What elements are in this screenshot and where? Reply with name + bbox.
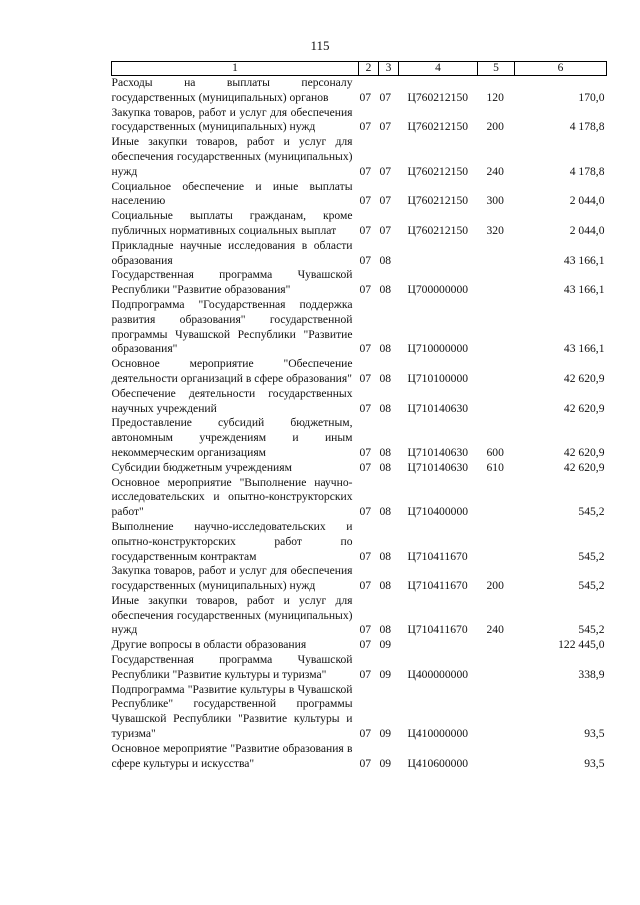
row-target-code: Ц710411670 <box>407 579 468 593</box>
row-section: 07 <box>359 283 372 297</box>
row-name: Государственная программа Чувашской Республики "Развитие образования" <box>111 268 353 297</box>
row-expense-type <box>478 520 515 564</box>
row-expense-type <box>478 357 515 387</box>
table-row <box>112 564 607 594</box>
row-section: 07 <box>359 371 372 385</box>
row-name: Другие вопросы в области образования <box>111 638 307 652</box>
row-target-code: Ц710400000 <box>407 505 469 519</box>
row-subsection: 08 <box>379 445 392 459</box>
row-expense-type: 240 <box>486 623 504 637</box>
row-target-code: Ц710411670 <box>407 549 468 563</box>
row-target-code: Ц760212150 <box>407 90 469 104</box>
row-section: 07 <box>359 460 372 474</box>
row-target-code: Ц760212150 <box>407 194 469 208</box>
row-expense-type <box>478 387 515 417</box>
row-target-code: Ц710411670 <box>407 623 468 637</box>
row-target-code: Ц700000000 <box>407 283 469 297</box>
table-row <box>112 239 607 269</box>
row-amount: 122 445,0 <box>558 638 605 652</box>
table-row <box>112 357 607 387</box>
row-expense-type: 120 <box>486 90 504 104</box>
row-subsection: 08 <box>379 342 392 356</box>
table-row <box>112 416 607 460</box>
row-expense-type <box>478 742 515 772</box>
table-row <box>112 209 607 239</box>
row-amount: 545,2 <box>578 505 605 519</box>
row-name: Иные закупки товаров, работ и услуг для обеспечения государственных (муниципальных) нужд <box>111 593 353 637</box>
row-name: Прикладные научные исследования в области образования <box>111 238 353 267</box>
row-amount: 2 044,0 <box>569 194 605 208</box>
row-target-code <box>399 239 478 269</box>
budget-table <box>111 61 607 771</box>
table-row <box>112 461 607 476</box>
table-header <box>112 62 607 76</box>
row-subsection: 07 <box>379 223 392 237</box>
page-number: 115 <box>310 38 330 53</box>
table-row <box>112 76 607 106</box>
row-subsection: 07 <box>379 120 392 134</box>
row-section: 07 <box>359 164 372 178</box>
table-row <box>112 180 607 210</box>
row-amount: 93,5 <box>584 756 605 770</box>
row-amount: 42 620,9 <box>563 460 605 474</box>
row-subsection: 07 <box>379 194 392 208</box>
row-expense-type: 320 <box>486 223 504 237</box>
row-expense-type: 600 <box>486 445 504 459</box>
row-name: Иные закупки товаров, работ и услуг для обеспечения государственных (муниципальных) нужд <box>111 135 353 178</box>
row-subsection: 07 <box>379 164 392 178</box>
row-name: Основное мероприятие "Выполнение научно-исследовательских и опытно-конструкторских работ" <box>111 475 353 519</box>
row-expense-type <box>478 638 515 653</box>
row-expense-type: 240 <box>486 164 504 178</box>
row-section: 07 <box>359 549 372 563</box>
row-name: Субсидии бюджетным учреждениям <box>111 460 292 474</box>
row-expense-type: 610 <box>486 460 504 474</box>
row-target-code: Ц710140630 <box>407 460 469 474</box>
row-amount: 338,9 <box>578 667 605 681</box>
header-col-3: 3 <box>379 62 399 76</box>
row-section: 07 <box>359 579 372 593</box>
row-subsection: 08 <box>379 505 392 519</box>
row-subsection: 09 <box>379 756 392 770</box>
table-row <box>112 653 607 683</box>
row-subsection: 08 <box>379 253 392 267</box>
row-amount: 43 166,1 <box>563 253 605 267</box>
row-section: 07 <box>359 194 372 208</box>
row-expense-type <box>478 476 515 520</box>
row-subsection: 07 <box>379 90 392 104</box>
header-col-1: 1 <box>112 62 359 76</box>
table-row <box>112 298 607 357</box>
row-expense-type: 300 <box>486 194 504 208</box>
row-amount: 545,2 <box>578 549 605 563</box>
table-row <box>112 106 607 136</box>
table-row <box>112 520 607 564</box>
row-section: 07 <box>359 342 372 356</box>
row-section: 07 <box>359 667 372 681</box>
header-col-4: 4 <box>399 62 478 76</box>
row-target-code: Ц710140630 <box>407 401 469 415</box>
row-name: Основное мероприятие "Обеспечение деятельности организаций в сфере образования" <box>111 357 353 385</box>
row-name: Расходы на выплаты персоналу государственных (муниципальных) органов <box>111 76 353 104</box>
row-expense-type <box>478 683 515 742</box>
row-subsection: 08 <box>379 623 392 637</box>
row-amount: 42 620,9 <box>563 401 605 415</box>
row-expense-type <box>478 653 515 683</box>
header-col-2: 2 <box>359 62 379 76</box>
row-section: 07 <box>359 638 372 652</box>
row-expense-type <box>478 239 515 269</box>
row-target-code <box>399 638 478 653</box>
row-target-code: Ц710000000 <box>407 342 469 356</box>
row-name: Государственная программа Чувашской Республики "Развитие культуры и туризма" <box>111 653 353 681</box>
row-name: Закупка товаров, работ и услуг для обеспечения государственных (муниципальных) нужд <box>111 105 353 134</box>
row-subsection: 08 <box>379 283 392 297</box>
row-target-code: Ц760212150 <box>407 120 469 134</box>
row-target-code: Ц760212150 <box>407 223 469 237</box>
row-expense-type: 200 <box>486 579 504 593</box>
row-section: 07 <box>359 90 372 104</box>
row-subsection: 08 <box>379 371 392 385</box>
row-subsection: 08 <box>379 579 392 593</box>
row-name: Подпрограмма "Развитие культуры в Чувашской Республике" государственной программы Чувашской Республики "Развитие культуры и туризма" <box>111 682 353 741</box>
row-subsection: 08 <box>379 549 392 563</box>
table-body <box>112 76 607 772</box>
row-section: 07 <box>359 756 372 770</box>
row-expense-type: 200 <box>486 120 504 134</box>
row-amount: 42 620,9 <box>563 371 605 385</box>
row-section: 07 <box>359 223 372 237</box>
row-name: Выполнение научно-исследовательских и опытно-конструкторских работ по государственным контрактам <box>111 519 353 563</box>
row-target-code: Ц400000000 <box>407 667 469 681</box>
row-target-code: Ц710100000 <box>407 371 469 385</box>
table-row <box>112 135 607 179</box>
row-section: 07 <box>359 727 372 741</box>
row-name: Подпрограмма "Государственная поддержка развития образования" государственной программы Чувашской Республики "Развитие образования" <box>111 297 353 356</box>
row-amount: 42 620,9 <box>563 445 605 459</box>
row-name: Социальные выплаты гражданам, кроме публичных нормативных социальных выплат <box>111 209 353 237</box>
row-target-code: Ц710140630 <box>407 445 469 459</box>
row-name: Социальное обеспечение и иные выплаты населению <box>111 179 353 208</box>
header-col-5: 5 <box>478 62 515 76</box>
table-row <box>112 387 607 417</box>
row-amount: 4 178,8 <box>569 164 605 178</box>
row-amount: 545,2 <box>578 579 605 593</box>
row-section: 07 <box>359 623 372 637</box>
table-row <box>112 683 607 742</box>
table-row <box>112 268 607 298</box>
row-name: Предоставление субсидий бюджетным, автономным учреждениям и иным некоммерческим организациям <box>111 416 353 459</box>
row-section: 07 <box>359 401 372 415</box>
row-name: Основное мероприятие "Развитие образования в сфере культуры и искусства" <box>111 741 353 770</box>
row-name: Закупка товаров, работ и услуг для обеспечения государственных (муниципальных) нужд <box>111 564 353 593</box>
row-subsection: 09 <box>379 727 392 741</box>
table-row <box>112 742 607 772</box>
row-expense-type <box>478 298 515 357</box>
row-subsection: 08 <box>379 401 392 415</box>
row-name: Обеспечение деятельности государственных научных учреждений <box>111 386 353 415</box>
row-section: 07 <box>359 120 372 134</box>
row-subsection: 09 <box>379 638 392 652</box>
row-subsection: 08 <box>379 460 392 474</box>
row-amount: 2 044,0 <box>569 223 605 237</box>
row-section: 07 <box>359 253 372 267</box>
row-section: 07 <box>359 505 372 519</box>
row-amount: 4 178,8 <box>569 120 605 134</box>
row-expense-type <box>478 268 515 298</box>
row-amount: 43 166,1 <box>563 283 605 297</box>
row-target-code: Ц410600000 <box>407 756 469 770</box>
row-target-code: Ц410000000 <box>407 727 469 741</box>
row-amount: 93,5 <box>584 727 605 741</box>
row-amount: 43 166,1 <box>563 342 605 356</box>
row-subsection: 09 <box>379 667 392 681</box>
table-row <box>112 638 607 653</box>
table-row <box>112 476 607 520</box>
row-section: 07 <box>359 445 372 459</box>
header-col-6: 6 <box>515 62 607 76</box>
row-amount: 170,0 <box>578 90 605 104</box>
table-row <box>112 594 607 638</box>
row-target-code: Ц760212150 <box>407 164 469 178</box>
row-amount: 545,2 <box>578 623 605 637</box>
